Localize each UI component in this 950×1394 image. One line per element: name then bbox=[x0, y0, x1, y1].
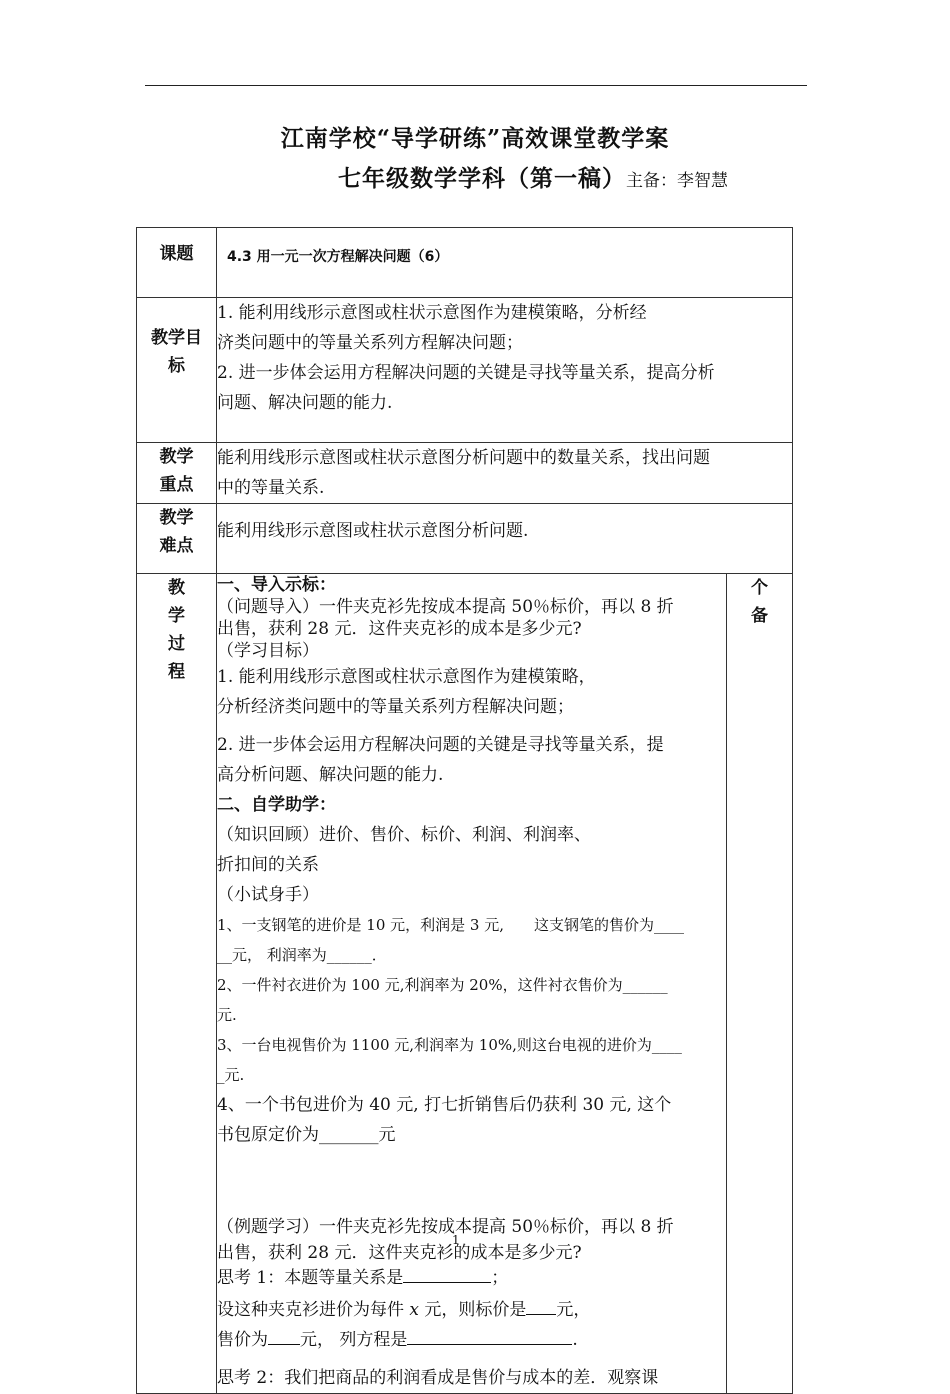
intro-line: （问题导入）一件夹克衫先按成本提高 50％标价，再以 8 折 bbox=[217, 597, 674, 617]
answer-blank[interactable] bbox=[526, 1296, 556, 1315]
difficulty-row bbox=[137, 504, 793, 574]
subject-label: 七年级数学学科（第一稿） bbox=[338, 165, 626, 192]
process-goal-line: 分析经济类问题中的等量关系列方程解决问题； bbox=[217, 697, 574, 717]
setup-text: 设这种夹克衫进价为每件 bbox=[217, 1300, 404, 1320]
side-notes-cell bbox=[727, 574, 793, 1394]
review-line: 折扣间的关系 bbox=[217, 855, 319, 875]
process-goal-line: 2. 进一步体会运用方程解决问题的关键是寻找等量关系，提 bbox=[217, 735, 664, 755]
difficulty-label-line2: 难点 bbox=[159, 536, 194, 556]
example-line: 出售，获利 28 元．这件夹克衫的成本是多少元? bbox=[217, 1243, 582, 1263]
variable-x: x bbox=[409, 1300, 419, 1320]
goal-line: 问题、解决问题的能力. bbox=[217, 393, 393, 413]
think-line: 思考 2：我们把商品的利润看成是售价与成本的差．观察课 bbox=[217, 1368, 659, 1388]
goal-label-line1: 教学目 bbox=[151, 328, 202, 348]
process-label-char: 学 bbox=[168, 606, 185, 626]
author-label: 主备：李智慧 bbox=[626, 171, 728, 191]
goal-label-line2: 标 bbox=[168, 356, 185, 376]
lesson-plan-table bbox=[136, 227, 793, 1394]
equation-text: 元， 列方程是 bbox=[300, 1330, 408, 1350]
process-goal-line: 1. 能利用线形示意图或柱状示意图作为建模策略， bbox=[217, 667, 596, 687]
exercise-line: 3、一台电视售价为 1100 元,利润率为 10%,则这台电视的进价为____ bbox=[217, 1036, 682, 1054]
goal-line: 1. 能利用线形示意图或柱状示意图作为建模策略，分析经 bbox=[217, 303, 647, 323]
goal-line: 济类问题中的等量关系列方程解决问题； bbox=[217, 333, 523, 353]
try-label: （小试身手） bbox=[217, 885, 319, 905]
section-heading: 一、导入示标： bbox=[217, 575, 336, 595]
goal-cell bbox=[217, 298, 793, 443]
document-subtitle bbox=[338, 160, 728, 193]
goal-line: 2. 进一步体会运用方程解决问题的关键是寻找等量关系，提高分析 bbox=[217, 363, 715, 383]
process-label-char: 过 bbox=[168, 634, 185, 654]
goals-label: （学习目标） bbox=[217, 641, 319, 661]
think-line bbox=[217, 1264, 726, 1289]
think-text: 思考 1：本题等量关系是 bbox=[217, 1268, 404, 1288]
side-label-char: 备 bbox=[751, 606, 768, 626]
section-heading: 二、自学助学： bbox=[217, 795, 336, 815]
topic-cell bbox=[217, 228, 793, 298]
setup-line bbox=[217, 1295, 726, 1325]
focus-row bbox=[137, 443, 793, 504]
process-label bbox=[137, 574, 217, 1394]
topic-text: 4.3 用一元一次方程解决问题（6） bbox=[227, 249, 449, 265]
review-line: （知识回顾）进价、售价、标价、利润、利润率、 bbox=[217, 825, 591, 845]
topic-label: 课题 bbox=[137, 228, 217, 298]
difficulty-label bbox=[137, 504, 217, 574]
focus-label-line1: 教学 bbox=[159, 447, 194, 467]
process-label-char: 程 bbox=[168, 662, 185, 682]
header-rule bbox=[145, 85, 807, 86]
difficulty-cell bbox=[217, 504, 793, 574]
side-label-char: 个 bbox=[751, 578, 768, 598]
exercise-line: 1、一支钢笔的进价是 10 元，利润是 3 元, 这支钢笔的售价为____ bbox=[217, 916, 685, 934]
blank-space bbox=[217, 1150, 726, 1212]
equation-line bbox=[217, 1325, 726, 1355]
think-text: ； bbox=[491, 1268, 509, 1288]
answer-blank[interactable] bbox=[268, 1326, 300, 1345]
equation-text: . bbox=[572, 1330, 578, 1350]
goal-row bbox=[137, 298, 793, 443]
focus-line: 中的等量关系. bbox=[217, 478, 325, 498]
exercise-line: __元， 利润率为______． bbox=[217, 946, 387, 964]
focus-label bbox=[137, 443, 217, 504]
document-title: 江南学校“导学研练”高效课堂教学案 bbox=[280, 125, 670, 152]
difficulty-label-line1: 教学 bbox=[159, 508, 194, 528]
exercise-line: 2、一件衬衣进价为 100 元,利润率为 20%，这件衬衣售价为______ bbox=[217, 976, 668, 994]
exercise-line: 元. bbox=[217, 1006, 237, 1024]
intro-line: 出售，获利 28 元．这件夹克衫的成本是多少元? bbox=[217, 619, 582, 639]
process-goal-line: 高分析问题、解决问题的能力. bbox=[217, 765, 444, 785]
exercise-line: 书包原定价为_______元 bbox=[217, 1125, 396, 1145]
focus-line: 能利用线形示意图或柱状示意图分析问题中的数量关系，找出问题 bbox=[217, 448, 710, 468]
answer-blank[interactable] bbox=[407, 1326, 572, 1345]
topic-row bbox=[137, 228, 793, 298]
exercise-line: 4、一个书包进价为 40 元, 打七折销售后仍获利 30 元, 这个 bbox=[217, 1095, 672, 1115]
exercise-line: _元. bbox=[217, 1066, 245, 1084]
process-cell bbox=[217, 574, 727, 1394]
goal-label bbox=[137, 298, 217, 443]
process-row bbox=[137, 574, 793, 1394]
process-label-char: 教 bbox=[168, 578, 185, 598]
equation-text: 售价为 bbox=[217, 1330, 268, 1350]
page-number: 1 bbox=[452, 1233, 460, 1247]
difficulty-text: 能利用线形示意图或柱状示意图分析问题. bbox=[217, 521, 529, 541]
example-line: （例题学习）一件夹克衫先按成本提高 50％标价，再以 8 折 bbox=[217, 1217, 674, 1237]
focus-cell bbox=[217, 443, 793, 504]
answer-blank[interactable] bbox=[403, 1264, 491, 1283]
setup-text: 元， bbox=[556, 1300, 591, 1320]
setup-text: 元，则标价是 bbox=[424, 1300, 527, 1320]
focus-label-line2: 重点 bbox=[159, 475, 194, 495]
